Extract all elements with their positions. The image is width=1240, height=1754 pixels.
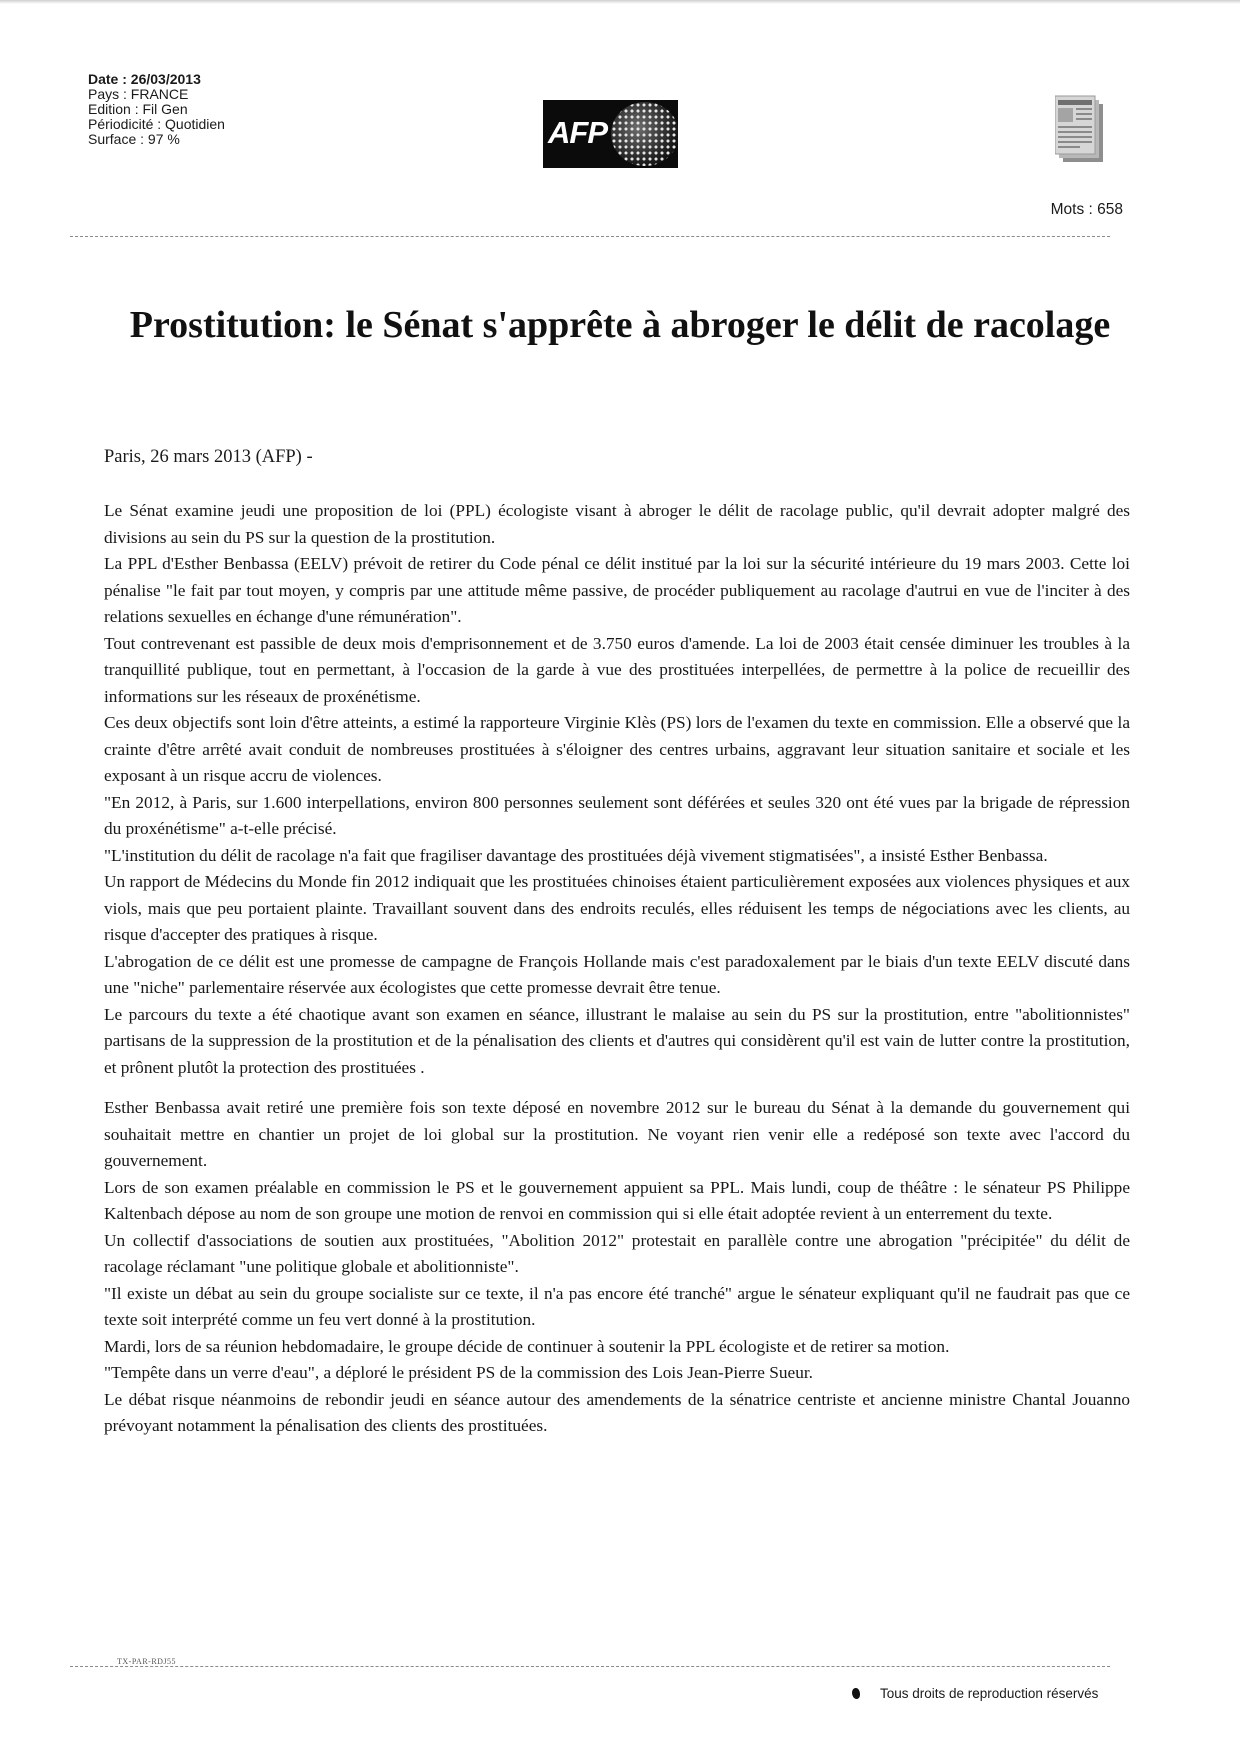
top-border (0, 0, 1240, 4)
meta-country: Pays : FRANCE (88, 86, 189, 102)
paragraph: "Il existe un débat au sein du groupe socialiste sur ce texte, il n'a pas encore été tranché" argue le sénateur expliquant qu'il ne faudrait pas que ce texte soit interprété comme un feu vert donné à la prostitution. (104, 1283, 1130, 1329)
paragraph: Le parcours du texte a été chaotique avant son examen en séance, illustrant le malaise au sein du PS sur la prostitution, entre "abolitionnistes" partisans de la suppression de la prostitution et de la pénalisation des clients et d'autres qui considèrent qu'il est vain de lutter contre la prostitution, et prônent plutôt la protection des prostituées . (104, 1004, 1130, 1077)
header-divider (70, 236, 1110, 237)
dateline: Paris, 26 mars 2013 (AFP) - (104, 447, 313, 467)
document-code: TX-PAR-RDJ55 (117, 1657, 177, 1666)
afp-logo (543, 100, 678, 168)
bullet-icon (852, 1688, 860, 1699)
paragraph: "En 2012, à Paris, sur 1.600 interpellations, environ 800 personnes seulement sont déférées et seules 320 ont été vues par la brigade de répression du proxénétisme" a-t-elle précisé. (104, 792, 1130, 838)
article-title: Prostitution: le Sénat s'apprête à abroger le délit de racolage (129, 304, 1111, 346)
paragraph: Tout contrevenant est passible de deux mois d'emprisonnement et de 3.750 euros d'amende. La loi de 2003 était censée diminuer les troubles à la tranquillité publique, tout en permettant, à l'occasion de la garde à vue des prostituées interpellées, de permettre à la police de recueillir des informations sur les réseaux de proxénétisme. (104, 633, 1130, 706)
meta-date: Date : 26/03/2013 (88, 71, 201, 87)
paragraph: "L'institution du délit de racolage n'a fait que fragiliser davantage des prostituées déjà vivement stigmatisées", a insisté Esther Benbassa. (104, 845, 1048, 865)
newspaper-icon (1055, 90, 1110, 170)
meta-surface: Surface : 97 % (88, 131, 180, 147)
footer-divider (70, 1666, 1110, 1667)
paragraph: Un collectif d'associations de soutien aux prostituées, "Abolition 2012" protestait en parallèle contre une abrogation "précipitée" du délit de racolage réclamant "une politique globale et abolitionniste". (104, 1230, 1130, 1276)
word-count: Mots : 658 (1050, 201, 1123, 218)
paragraph: Ces deux objectifs sont loin d'être atteints, a estimé la rapporteure Virginie Klès (PS) lors de l'examen du texte en commission. Elle a observé que la crainte d'être arrêté avait conduit de nombreuses prostituées à s'éloigner des centres urbains, aggravant leur situation sanitaire et sociale et les exposant à un risque accru de violences. (104, 713, 1130, 785)
paragraph: L'abrogation de ce délit est une promesse de campagne de François Hollande mais c'est paradoxalement par le biais d'un texte EELV discuté dans une "niche" parlementaire réservée aux écologistes que cette promesse devrait être tenue. (104, 951, 1130, 997)
paragraph: Lors de son examen préalable en commission le PS et le gouvernement appuient sa PPL. Mais lundi, coup de théâtre : le sénateur PS Philippe Kaltenbach dépose au nom de son groupe une motion de renvoi en commission qui si elle était adoptée revient à un enterrement du texte. (104, 1177, 1130, 1223)
afp-logo-text: AFP (548, 115, 607, 150)
rights-notice (852, 1686, 1098, 1701)
globe-icon (611, 102, 678, 166)
paragraph: La PPL d'Esther Benbassa (EELV) prévoit de retirer du Code pénal ce délit institué par la loi sur la sécurité intérieure du 19 mars 2003. Cette loi pénalise "le fait par tout moyen, y compris par une attitude même passive, de procéder publiquement au racolage d'autrui en vue de l'inciter à des relations sexuelles en échange d'une rémunération". (104, 554, 1130, 626)
rights-text: Tous droits de reproduction réservés (880, 1686, 1099, 1701)
paragraph: Esther Benbassa avait retiré une première fois son texte déposé en novembre 2012 sur le bureau du Sénat à la demande du gouvernement qui souhaitait mettre en chantier un projet de loi global sur la prostitution. Ne voyant rien venir elle a redéposé son texte avec l'accord du gouvernement. (104, 1098, 1130, 1170)
document-metadata (88, 72, 348, 147)
meta-edition: Edition : Fil Gen (88, 101, 188, 117)
paragraph: Le débat risque néanmoins de rebondir jeudi en séance autour des amendements de la sénatrice centriste et ancienne ministre Chantal Jouanno prévoyant notamment la pénalisation des clients des prostituées. (104, 1389, 1130, 1435)
paragraph: Mardi, lors de sa réunion hebdomadaire, le groupe décide de continuer à soutenir la PPL écologiste et de retirer sa motion. (104, 1336, 950, 1356)
paragraph: "Tempête dans un verre d'eau", a déploré le président PS de la commission des Lois Jean-Pierre Sueur. (104, 1363, 813, 1382)
paragraph: Le Sénat examine jeudi une proposition de loi (PPL) écologiste visant à abroger le délit de racolage public, qu'il devrait adopter malgré des divisions au sein du PS sur la question de la prostitution. (104, 501, 1130, 547)
article-body (104, 498, 1130, 1440)
meta-periodicity: Périodicité : Quotidien (88, 116, 225, 132)
paragraph: Un rapport de Médecins du Monde fin 2012 indiquait que les prostituées chinoises étaient particulièrement exposées aux violences physiques et aux viols, mais que peu portaient plainte. Travaillant souvent dans des endroits reculés, elles réduisent les temps de négociations avec les clients, au risque d'accepter des pratiques à risque. (104, 872, 1130, 944)
